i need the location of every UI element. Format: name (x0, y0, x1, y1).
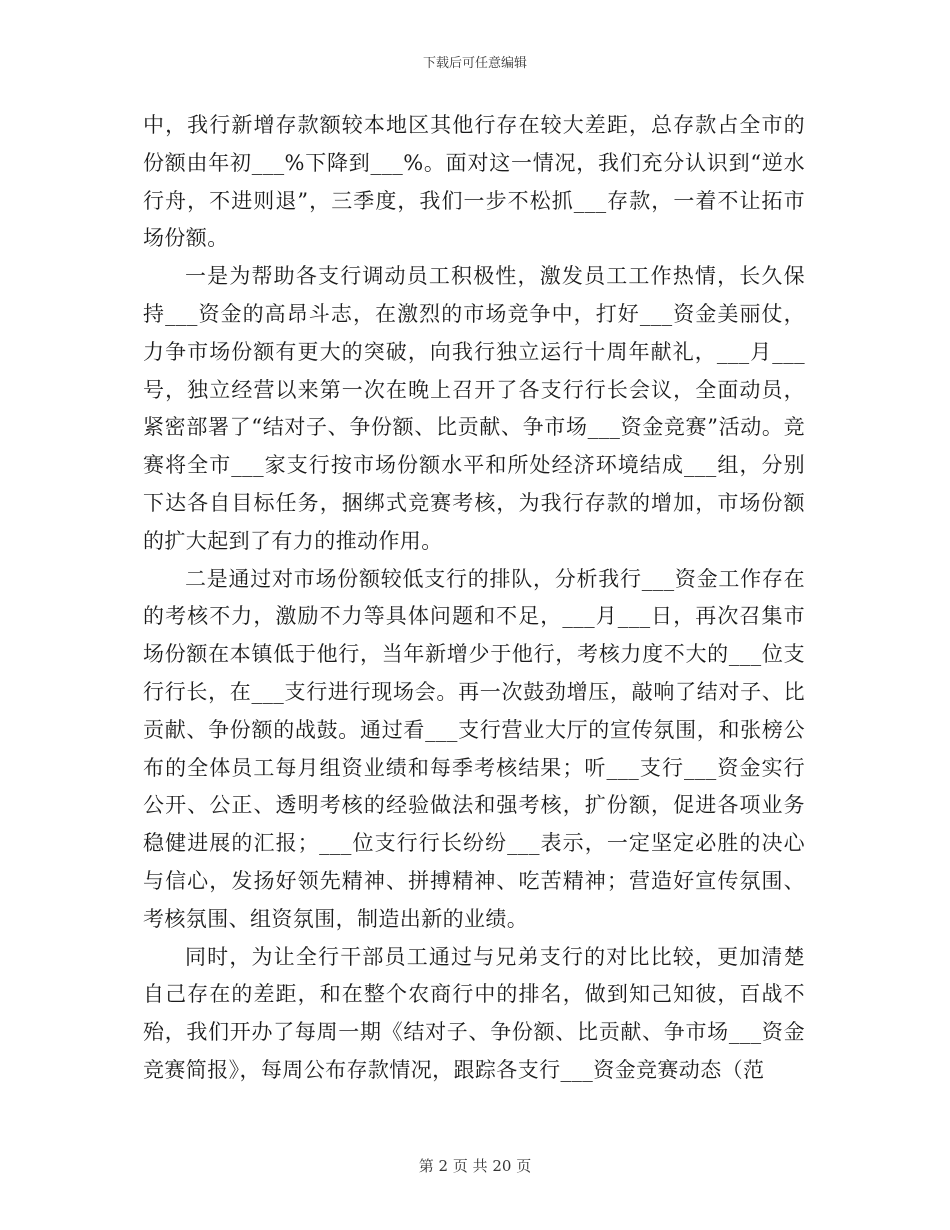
page-header-note: 下载后可任意编辑 (422, 56, 527, 71)
page-number: 第 2 页 共 20 页 (418, 1157, 532, 1175)
document-body (143, 107, 805, 1090)
paragraph-1: 中，我行新增存款额较本地区其他行存在较大差距，总存款占全市的份额由年初___%下降到___%。面对这一情况，我们充分认识到“逆水行舟，不进则退”，三季度，我们一步不松抓___存款，一着不让拓市场份额。 (143, 113, 805, 251)
paragraph-3: 二是通过对市场份额较低支行的排队，分析我行___资金工作存在的考核不力，激励不力等具体问题和不足，___月___日，再次召集市场份额在本镇低于他行，当年新增少于他行，考核力度不大的___位支行行长，在___支行进行现场会。再一次鼓劲增压，敲响了结对子、比贡献、争份额的战鼓。通过看___支行营业大厅的宣传氛围，和张榜公布的全体员工每月组资业绩和每季考核结果；听___支行___资金实行公开、公正、透明考核的经验做法和强考核，扩份额，促进各项业务稳健进展的汇报；___位支行行长纷纷___表示，一定坚定必胜的决心与信心，发扬好领先精神、拼搏精神、吃苦精神；营造好宣传氛围、考核氛围、组资氛围，制造出新的业绩。 (143, 566, 805, 931)
paragraph-2: 一是为帮助各支行调动员工积极性，激发员工工作热情，长久保持___资金的高昂斗志，在激烈的市场竞争中，打好___资金美丽仗，力争市场份额有更大的突破，向我行独立运行十周年献礼，___月___号，独立经营以来第一次在晚上召开了各支行行长会议，全面动员，紧密部署了“结对子、争份额、比贡献、争市场___资金竞赛”活动。竞赛将全市___家支行按市场份额水平和所处经济环境结成___组，分别下达各自目标任务，捆绑式竞赛考核，为我行存款的增加，市场份额的扩大起到了有力的推动作用。 (143, 264, 805, 553)
paragraph-4: 同时，为让全行干部员工通过与兄弟支行的对比比较，更加清楚自己存在的差距，和在整个农商行中的排名，做到知己知彼，百战不殆，我们开办了每周一期《结对子、争份额、比贡献、争市场___资金竞赛简报》，每周公布存款情况，跟踪各支行___资金竞赛动态（范 (143, 944, 805, 1082)
